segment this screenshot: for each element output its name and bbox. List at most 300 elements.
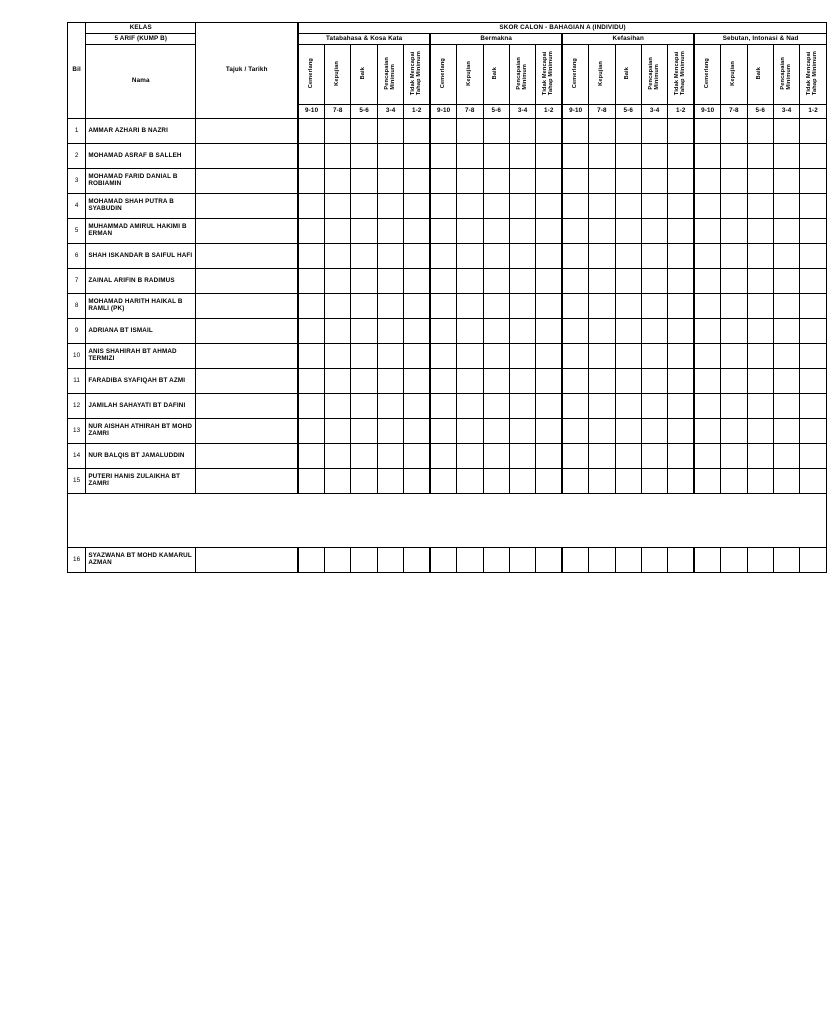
tajuk-cell[interactable]: [196, 169, 298, 194]
score-cell[interactable]: [377, 469, 403, 494]
score-cell[interactable]: [562, 469, 588, 494]
score-cell[interactable]: [668, 548, 694, 573]
score-cell[interactable]: [377, 269, 403, 294]
score-cell[interactable]: [430, 169, 456, 194]
score-cell[interactable]: [721, 344, 747, 369]
score-cell[interactable]: [747, 344, 773, 369]
score-cell[interactable]: [377, 169, 403, 194]
score-cell[interactable]: [589, 419, 615, 444]
score-cell[interactable]: [641, 219, 667, 244]
score-cell[interactable]: [430, 119, 456, 144]
score-cell[interactable]: [377, 548, 403, 573]
score-cell[interactable]: [773, 269, 799, 294]
score-cell[interactable]: [457, 444, 483, 469]
score-cell[interactable]: [800, 119, 827, 144]
score-cell[interactable]: [668, 219, 694, 244]
score-cell[interactable]: [694, 194, 720, 219]
score-cell[interactable]: [351, 469, 377, 494]
score-cell[interactable]: [641, 294, 667, 319]
score-cell[interactable]: [483, 319, 509, 344]
score-cell[interactable]: [351, 344, 377, 369]
score-cell[interactable]: [773, 469, 799, 494]
score-cell[interactable]: [562, 319, 588, 344]
score-cell[interactable]: [641, 244, 667, 269]
score-cell[interactable]: [536, 369, 562, 394]
score-cell[interactable]: [747, 419, 773, 444]
score-cell[interactable]: [536, 548, 562, 573]
score-cell[interactable]: [509, 469, 535, 494]
score-cell[interactable]: [483, 169, 509, 194]
score-cell[interactable]: [325, 219, 351, 244]
score-cell[interactable]: [483, 119, 509, 144]
score-cell[interactable]: [721, 194, 747, 219]
score-cell[interactable]: [509, 144, 535, 169]
score-cell[interactable]: [483, 469, 509, 494]
score-cell[interactable]: [562, 548, 588, 573]
score-cell[interactable]: [483, 244, 509, 269]
score-cell[interactable]: [377, 244, 403, 269]
score-cell[interactable]: [430, 369, 456, 394]
tajuk-cell[interactable]: [196, 194, 298, 219]
score-cell[interactable]: [589, 548, 615, 573]
score-cell[interactable]: [351, 419, 377, 444]
score-cell[interactable]: [536, 419, 562, 444]
score-cell[interactable]: [404, 344, 430, 369]
score-cell[interactable]: [325, 294, 351, 319]
score-cell[interactable]: [298, 219, 324, 244]
score-cell[interactable]: [509, 344, 535, 369]
score-cell[interactable]: [483, 444, 509, 469]
score-cell[interactable]: [721, 444, 747, 469]
score-cell[interactable]: [536, 469, 562, 494]
score-cell[interactable]: [377, 344, 403, 369]
tajuk-cell[interactable]: [196, 294, 298, 319]
score-cell[interactable]: [536, 119, 562, 144]
score-cell[interactable]: [773, 344, 799, 369]
tajuk-cell[interactable]: [196, 144, 298, 169]
score-cell[interactable]: [457, 344, 483, 369]
score-cell[interactable]: [589, 369, 615, 394]
score-cell[interactable]: [536, 169, 562, 194]
score-cell[interactable]: [562, 119, 588, 144]
score-cell[interactable]: [404, 319, 430, 344]
score-cell[interactable]: [641, 194, 667, 219]
tajuk-cell[interactable]: [196, 394, 298, 419]
score-cell[interactable]: [641, 344, 667, 369]
score-cell[interactable]: [694, 394, 720, 419]
score-cell[interactable]: [668, 119, 694, 144]
tajuk-cell[interactable]: [196, 244, 298, 269]
score-cell[interactable]: [589, 394, 615, 419]
score-cell[interactable]: [509, 244, 535, 269]
score-cell[interactable]: [668, 469, 694, 494]
score-cell[interactable]: [721, 469, 747, 494]
score-cell[interactable]: [615, 548, 641, 573]
score-cell[interactable]: [615, 419, 641, 444]
score-cell[interactable]: [668, 269, 694, 294]
score-cell[interactable]: [694, 548, 720, 573]
score-cell[interactable]: [773, 194, 799, 219]
score-cell[interactable]: [800, 548, 827, 573]
score-cell[interactable]: [351, 169, 377, 194]
score-cell[interactable]: [483, 144, 509, 169]
score-cell[interactable]: [325, 469, 351, 494]
score-cell[interactable]: [668, 294, 694, 319]
score-cell[interactable]: [721, 394, 747, 419]
score-cell[interactable]: [641, 469, 667, 494]
score-cell[interactable]: [773, 294, 799, 319]
score-cell[interactable]: [536, 194, 562, 219]
score-cell[interactable]: [457, 419, 483, 444]
score-cell[interactable]: [562, 419, 588, 444]
score-cell[interactable]: [351, 294, 377, 319]
score-cell[interactable]: [351, 219, 377, 244]
score-cell[interactable]: [536, 344, 562, 369]
score-cell[interactable]: [325, 144, 351, 169]
score-cell[interactable]: [509, 319, 535, 344]
score-cell[interactable]: [747, 219, 773, 244]
score-cell[interactable]: [457, 319, 483, 344]
score-cell[interactable]: [747, 269, 773, 294]
score-cell[interactable]: [668, 344, 694, 369]
score-cell[interactable]: [483, 394, 509, 419]
score-cell[interactable]: [483, 548, 509, 573]
score-cell[interactable]: [721, 419, 747, 444]
score-cell[interactable]: [615, 169, 641, 194]
score-cell[interactable]: [404, 419, 430, 444]
score-cell[interactable]: [721, 144, 747, 169]
score-cell[interactable]: [800, 244, 827, 269]
score-cell[interactable]: [668, 369, 694, 394]
tajuk-cell[interactable]: [196, 548, 298, 573]
score-cell[interactable]: [615, 469, 641, 494]
score-cell[interactable]: [562, 344, 588, 369]
score-cell[interactable]: [694, 469, 720, 494]
score-cell[interactable]: [615, 444, 641, 469]
score-cell[interactable]: [351, 244, 377, 269]
score-cell[interactable]: [377, 294, 403, 319]
score-cell[interactable]: [694, 219, 720, 244]
score-cell[interactable]: [773, 444, 799, 469]
score-cell[interactable]: [457, 469, 483, 494]
score-cell[interactable]: [536, 294, 562, 319]
score-cell[interactable]: [483, 194, 509, 219]
score-cell[interactable]: [298, 419, 324, 444]
score-cell[interactable]: [721, 548, 747, 573]
score-cell[interactable]: [536, 244, 562, 269]
score-cell[interactable]: [298, 319, 324, 344]
score-cell[interactable]: [668, 169, 694, 194]
score-cell[interactable]: [615, 269, 641, 294]
score-cell[interactable]: [404, 119, 430, 144]
score-cell[interactable]: [430, 444, 456, 469]
score-cell[interactable]: [641, 169, 667, 194]
score-cell[interactable]: [377, 219, 403, 244]
score-cell[interactable]: [721, 319, 747, 344]
score-cell[interactable]: [562, 394, 588, 419]
score-cell[interactable]: [615, 144, 641, 169]
score-cell[interactable]: [536, 394, 562, 419]
score-cell[interactable]: [430, 294, 456, 319]
score-cell[interactable]: [641, 319, 667, 344]
score-cell[interactable]: [457, 119, 483, 144]
score-cell[interactable]: [430, 419, 456, 444]
score-cell[interactable]: [483, 219, 509, 244]
score-cell[interactable]: [641, 394, 667, 419]
score-cell[interactable]: [615, 319, 641, 344]
score-cell[interactable]: [641, 444, 667, 469]
score-cell[interactable]: [325, 194, 351, 219]
score-cell[interactable]: [694, 369, 720, 394]
score-cell[interactable]: [509, 169, 535, 194]
score-cell[interactable]: [404, 219, 430, 244]
score-cell[interactable]: [457, 548, 483, 573]
score-cell[interactable]: [800, 169, 827, 194]
score-cell[interactable]: [430, 219, 456, 244]
score-cell[interactable]: [404, 244, 430, 269]
score-cell[interactable]: [509, 294, 535, 319]
score-cell[interactable]: [483, 269, 509, 294]
score-cell[interactable]: [641, 144, 667, 169]
score-cell[interactable]: [800, 219, 827, 244]
score-cell[interactable]: [800, 419, 827, 444]
score-cell[interactable]: [377, 444, 403, 469]
score-cell[interactable]: [377, 419, 403, 444]
score-cell[interactable]: [562, 444, 588, 469]
score-cell[interactable]: [298, 244, 324, 269]
score-cell[interactable]: [668, 194, 694, 219]
tajuk-cell[interactable]: [196, 319, 298, 344]
score-cell[interactable]: [377, 194, 403, 219]
score-cell[interactable]: [404, 469, 430, 494]
score-cell[interactable]: [325, 169, 351, 194]
score-cell[interactable]: [404, 444, 430, 469]
score-cell[interactable]: [457, 219, 483, 244]
tajuk-cell[interactable]: [196, 369, 298, 394]
score-cell[interactable]: [457, 269, 483, 294]
score-cell[interactable]: [721, 369, 747, 394]
score-cell[interactable]: [457, 394, 483, 419]
score-cell[interactable]: [694, 119, 720, 144]
score-cell[interactable]: [298, 444, 324, 469]
score-cell[interactable]: [562, 144, 588, 169]
score-cell[interactable]: [589, 219, 615, 244]
score-cell[interactable]: [377, 144, 403, 169]
score-cell[interactable]: [589, 444, 615, 469]
score-cell[interactable]: [589, 244, 615, 269]
score-cell[interactable]: [747, 469, 773, 494]
score-cell[interactable]: [800, 469, 827, 494]
score-cell[interactable]: [509, 419, 535, 444]
score-cell[interactable]: [377, 119, 403, 144]
score-cell[interactable]: [694, 419, 720, 444]
score-cell[interactable]: [509, 269, 535, 294]
score-cell[interactable]: [641, 119, 667, 144]
score-cell[interactable]: [589, 119, 615, 144]
score-cell[interactable]: [800, 269, 827, 294]
score-cell[interactable]: [562, 194, 588, 219]
score-cell[interactable]: [694, 319, 720, 344]
score-cell[interactable]: [509, 369, 535, 394]
score-cell[interactable]: [773, 419, 799, 444]
score-cell[interactable]: [773, 394, 799, 419]
score-cell[interactable]: [404, 294, 430, 319]
score-cell[interactable]: [509, 194, 535, 219]
score-cell[interactable]: [404, 269, 430, 294]
score-cell[interactable]: [615, 219, 641, 244]
score-cell[interactable]: [747, 119, 773, 144]
score-cell[interactable]: [404, 394, 430, 419]
score-cell[interactable]: [298, 344, 324, 369]
score-cell[interactable]: [430, 344, 456, 369]
score-cell[interactable]: [668, 444, 694, 469]
score-cell[interactable]: [351, 444, 377, 469]
score-cell[interactable]: [747, 194, 773, 219]
tajuk-cell[interactable]: [196, 444, 298, 469]
score-cell[interactable]: [404, 169, 430, 194]
score-cell[interactable]: [298, 369, 324, 394]
tajuk-cell[interactable]: [196, 419, 298, 444]
score-cell[interactable]: [430, 244, 456, 269]
score-cell[interactable]: [721, 119, 747, 144]
score-cell[interactable]: [773, 169, 799, 194]
score-cell[interactable]: [325, 444, 351, 469]
score-cell[interactable]: [747, 369, 773, 394]
score-cell[interactable]: [615, 394, 641, 419]
score-cell[interactable]: [509, 119, 535, 144]
tajuk-cell[interactable]: [196, 269, 298, 294]
score-cell[interactable]: [641, 269, 667, 294]
score-cell[interactable]: [430, 469, 456, 494]
score-cell[interactable]: [298, 144, 324, 169]
score-cell[interactable]: [694, 144, 720, 169]
score-cell[interactable]: [641, 419, 667, 444]
score-cell[interactable]: [694, 294, 720, 319]
score-cell[interactable]: [457, 244, 483, 269]
score-cell[interactable]: [800, 144, 827, 169]
score-cell[interactable]: [351, 144, 377, 169]
score-cell[interactable]: [351, 319, 377, 344]
score-cell[interactable]: [536, 269, 562, 294]
score-cell[interactable]: [668, 319, 694, 344]
score-cell[interactable]: [589, 269, 615, 294]
score-cell[interactable]: [298, 194, 324, 219]
score-cell[interactable]: [325, 394, 351, 419]
score-cell[interactable]: [377, 369, 403, 394]
score-cell[interactable]: [351, 394, 377, 419]
score-cell[interactable]: [325, 119, 351, 144]
score-cell[interactable]: [430, 394, 456, 419]
score-cell[interactable]: [509, 394, 535, 419]
score-cell[interactable]: [536, 444, 562, 469]
score-cell[interactable]: [747, 548, 773, 573]
score-cell[interactable]: [589, 194, 615, 219]
tajuk-cell[interactable]: [196, 119, 298, 144]
score-cell[interactable]: [457, 144, 483, 169]
score-cell[interactable]: [773, 369, 799, 394]
score-cell[interactable]: [589, 344, 615, 369]
score-cell[interactable]: [589, 144, 615, 169]
score-cell[interactable]: [536, 144, 562, 169]
score-cell[interactable]: [325, 419, 351, 444]
score-cell[interactable]: [509, 219, 535, 244]
score-cell[interactable]: [298, 269, 324, 294]
score-cell[interactable]: [325, 269, 351, 294]
score-cell[interactable]: [615, 344, 641, 369]
score-cell[interactable]: [589, 319, 615, 344]
score-cell[interactable]: [747, 169, 773, 194]
score-cell[interactable]: [721, 219, 747, 244]
score-cell[interactable]: [747, 444, 773, 469]
score-cell[interactable]: [404, 369, 430, 394]
score-cell[interactable]: [404, 548, 430, 573]
score-cell[interactable]: [800, 194, 827, 219]
score-cell[interactable]: [721, 294, 747, 319]
score-cell[interactable]: [694, 344, 720, 369]
score-cell[interactable]: [668, 394, 694, 419]
score-cell[interactable]: [800, 444, 827, 469]
score-cell[interactable]: [509, 548, 535, 573]
score-cell[interactable]: [641, 369, 667, 394]
score-cell[interactable]: [747, 319, 773, 344]
score-cell[interactable]: [430, 319, 456, 344]
score-cell[interactable]: [483, 344, 509, 369]
score-cell[interactable]: [325, 244, 351, 269]
score-cell[interactable]: [377, 319, 403, 344]
score-cell[interactable]: [430, 144, 456, 169]
score-cell[interactable]: [509, 444, 535, 469]
score-cell[interactable]: [668, 144, 694, 169]
score-cell[interactable]: [483, 369, 509, 394]
score-cell[interactable]: [694, 244, 720, 269]
score-cell[interactable]: [721, 169, 747, 194]
tajuk-cell[interactable]: [196, 219, 298, 244]
score-cell[interactable]: [747, 294, 773, 319]
score-cell[interactable]: [668, 244, 694, 269]
score-cell[interactable]: [562, 219, 588, 244]
score-cell[interactable]: [589, 169, 615, 194]
score-cell[interactable]: [298, 548, 324, 573]
score-cell[interactable]: [325, 344, 351, 369]
score-cell[interactable]: [747, 244, 773, 269]
score-cell[interactable]: [298, 169, 324, 194]
score-cell[interactable]: [721, 269, 747, 294]
score-cell[interactable]: [377, 394, 403, 419]
score-cell[interactable]: [430, 548, 456, 573]
score-cell[interactable]: [351, 369, 377, 394]
score-cell[interactable]: [589, 469, 615, 494]
score-cell[interactable]: [483, 419, 509, 444]
score-cell[interactable]: [694, 269, 720, 294]
score-cell[interactable]: [298, 119, 324, 144]
score-cell[interactable]: [800, 344, 827, 369]
score-cell[interactable]: [457, 294, 483, 319]
tajuk-cell[interactable]: [196, 344, 298, 369]
score-cell[interactable]: [773, 548, 799, 573]
score-cell[interactable]: [694, 444, 720, 469]
score-cell[interactable]: [404, 144, 430, 169]
score-cell[interactable]: [615, 369, 641, 394]
score-cell[interactable]: [298, 469, 324, 494]
score-cell[interactable]: [800, 394, 827, 419]
score-cell[interactable]: [430, 194, 456, 219]
score-cell[interactable]: [536, 319, 562, 344]
score-cell[interactable]: [589, 294, 615, 319]
score-cell[interactable]: [615, 194, 641, 219]
score-cell[interactable]: [562, 244, 588, 269]
score-cell[interactable]: [298, 394, 324, 419]
score-cell[interactable]: [325, 548, 351, 573]
